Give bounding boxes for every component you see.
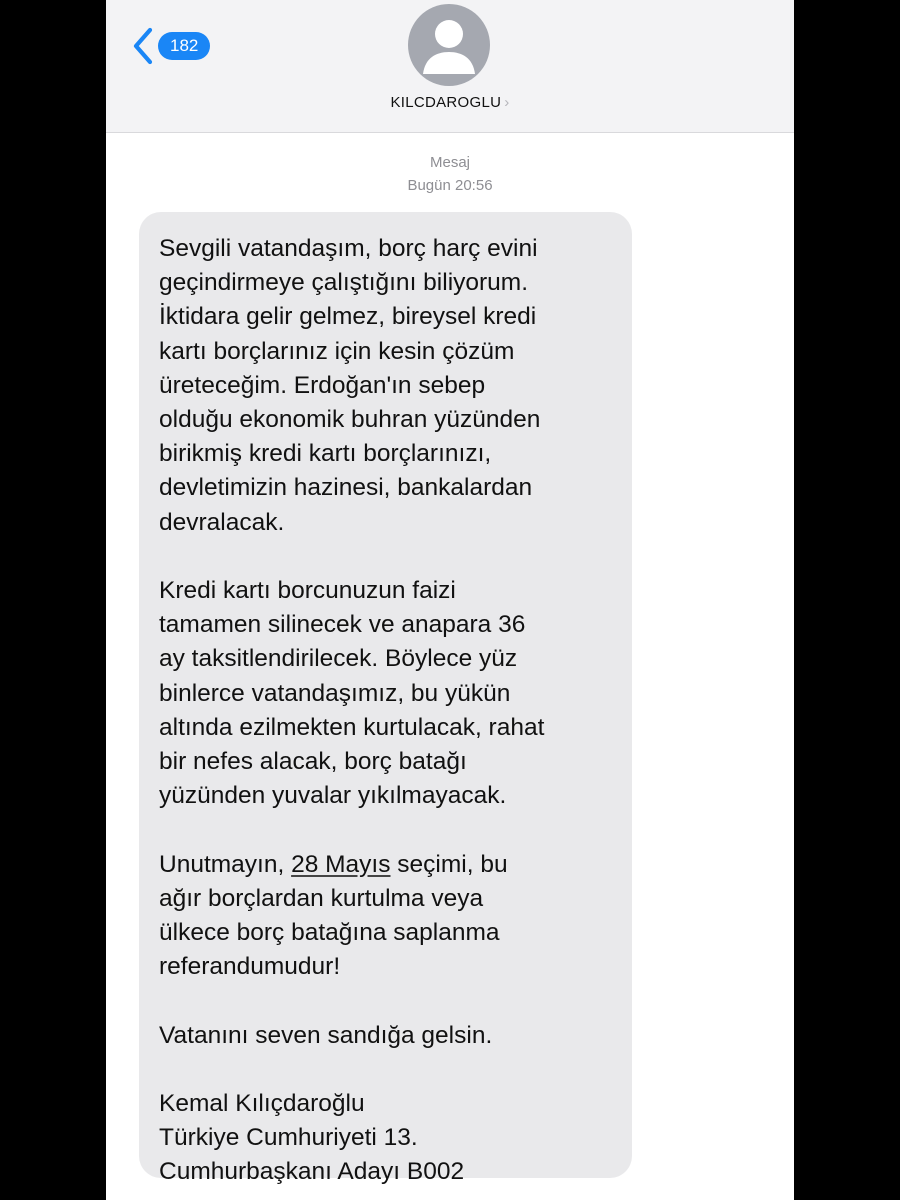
message-bubble[interactable] (139, 212, 632, 1186)
message-text: seçimi, bu ağır borçlardan kurtulma veya ülkece borç batağına saplanma referandumudur! (159, 850, 508, 981)
contact-name-button[interactable] (106, 94, 794, 111)
chevron-left-icon (132, 27, 154, 65)
person-icon (408, 4, 490, 86)
message-signature: Kemal Kılıçdaroğlu Türkiye Cumhuriyeti 13. Cumhurbaşkanı Adayı B002 (159, 1090, 465, 1186)
contact-name: KILCDAROGLU (390, 94, 502, 111)
message-paragraph: Vatanını seven sandığa gelsin. (159, 1021, 493, 1049)
message-paragraph (159, 848, 614, 985)
avatar[interactable] (408, 4, 490, 86)
conversation-header (106, 0, 794, 133)
message-text: Unutmayın, (159, 850, 292, 878)
message-timestamp: Bugün 20:56 (407, 177, 493, 194)
date-link[interactable]: 28 Mayıs (291, 850, 391, 878)
phone-screen (106, 0, 794, 1200)
message-service-label: Mesaj (429, 154, 470, 171)
chevron-right-icon: › (504, 94, 510, 111)
back-button[interactable] (132, 26, 210, 66)
message-paragraph: Sevgili vatandaşım, borç harç evini geçindirmeye çalıştığını biliyorum. İktidara gelir gelmez, bireysel kredi kartı borçlarınız için kesin çözüm üreteceğim. Erdoğan'ın sebep olduğu ekonomik buhran yüzünden birikmiş kredi kartı borçlarınızı, devletimizin hazinesi, bankalardan devralacak. (159, 235, 541, 536)
unread-count-badge: 182 (158, 32, 210, 60)
message-paragraph: Kredi kartı borcunuzun faizi tamamen silinecek ve anapara 36 ay taksitlendirilecek. Böylece yüz binlerce vatandaşımız, bu yükün altında ezilmekten kurtulacak, rahat bir nefes alacak, borç batağı yüzünden yuvalar yıkılmayacak. (159, 577, 545, 810)
